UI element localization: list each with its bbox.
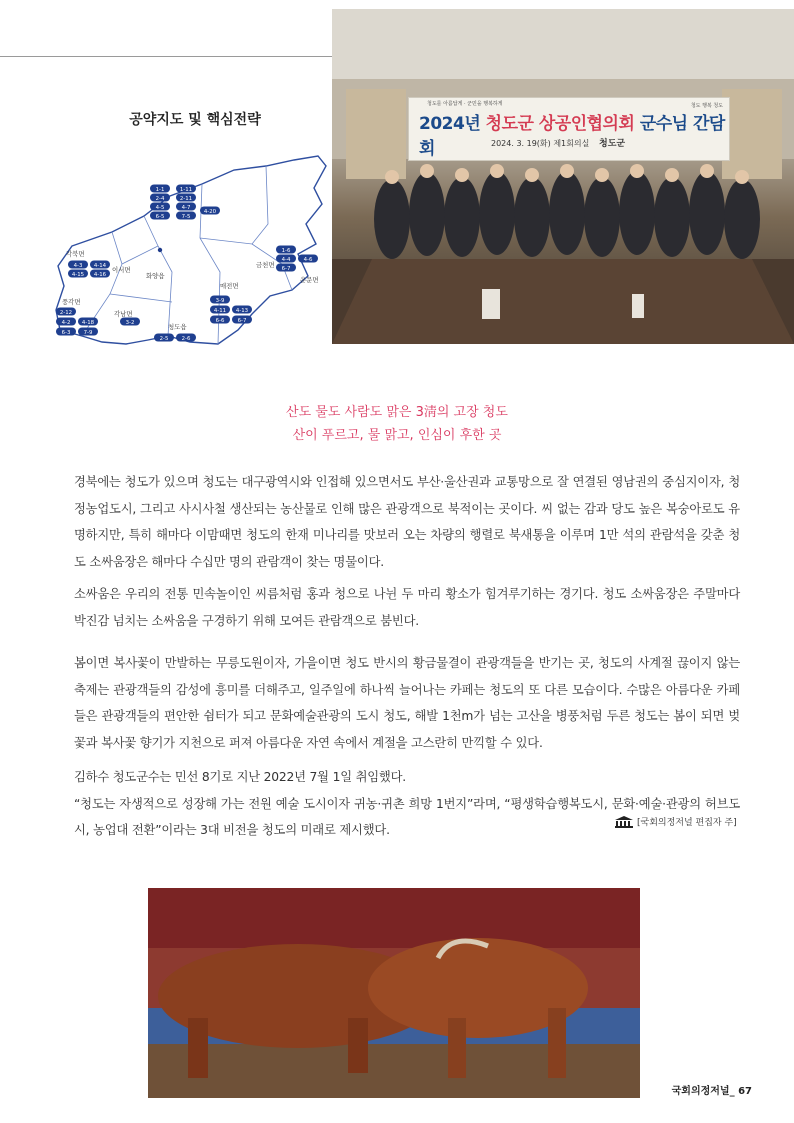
region-label: 각북면 — [66, 250, 85, 258]
map-badge-label: 4-2 — [61, 320, 71, 326]
headline-line-1: 산도 물도 사람도 맑은 3淸의 고장 청도 — [286, 405, 508, 420]
map-badge-label: 2-5 — [159, 336, 169, 342]
map-badge-label: 2-4 — [155, 196, 165, 202]
map-badge-label: 4-18 — [81, 320, 95, 326]
map-badge-label: 4-11 — [213, 308, 227, 314]
map-badge-label: 6-6 — [215, 318, 225, 324]
meeting-photo — [332, 9, 794, 344]
body-paragraph — [74, 764, 740, 844]
region-label: 이서면 — [112, 266, 131, 274]
map-badge-label: 1-6 — [281, 248, 291, 254]
paragraph-line: 김하수 청도군수는 민선 8기로 지난 2022년 7월 1일 취임했다. — [74, 770, 407, 784]
map-title: 공약지도 및 핵심전략 — [129, 112, 261, 128]
event-banner — [408, 97, 730, 161]
editor-credit: [국회의정저널 편집자 주] — [614, 815, 737, 828]
body-paragraph: 소싸움은 우리의 전통 민속놀이인 씨름처럼 홍과 청으로 나뉜 두 마리 황소가 힘겨루기하는 경기다. 청도 소싸움장은 주말마다 박진감 넘치는 소싸움을 구경하기 위해 모여든 관람객으로 붐빈다. — [74, 587, 740, 628]
map-badge-label: 6-5 — [155, 214, 165, 220]
map-badge-label: 6-7 — [281, 266, 291, 272]
page-footer: 국회의정저널_ 67 — [671, 1086, 752, 1097]
map-badge-label: 1-11 — [179, 187, 193, 193]
top-rule — [0, 56, 332, 57]
banner-title: 2024년 청도군 상공인협의회 군수님 간담회 — [419, 114, 725, 159]
map-badge-label: 3-2 — [125, 320, 135, 326]
map-badge-label: 6-3 — [61, 330, 71, 336]
region-label: 운문면 — [300, 276, 319, 284]
body-paragraph: 경북에는 청도가 있으며 청도는 대구광역시와 인접해 있으면서도 부산·울산권과 교통망으로 잘 연결된 영남권의 중심지이자, 청정농업도시, 그리고 사시사철 생산되는 농산물로 인해 많은 관광객으로 북적이는 곳이다. 씨 없는 감과 당도 높은 복숭아로도 유명하지만, 특히 해마다 이맘때면 청도의 한재 미나리를 맛보러 오는 차량의 행렬로 북새통을 이루며 1만 석의 관람석을 갖춘 청도 소싸움장은 해마다 수십만 명의 관람객이 찾는 명물이다. — [74, 475, 740, 569]
banner-date: 2024. 3. 19(화) 제1회의실 — [491, 139, 590, 148]
map-badge-label: 4-20 — [203, 209, 217, 215]
headline-line-2: 산이 푸르고, 물 맑고, 인심이 후한 곳 — [292, 428, 502, 443]
assembly-icon — [614, 816, 634, 828]
region-label: 화양읍 — [146, 272, 165, 280]
map-badge-label: 4-3 — [73, 263, 83, 269]
map-badge-label: 4-7 — [181, 205, 191, 211]
map-badge-label: 4-13 — [235, 308, 249, 314]
map-badge-label: 4-16 — [93, 272, 107, 278]
banner-logo: 청도군 — [599, 139, 626, 149]
map-badge-label: 7-9 — [83, 330, 93, 336]
region-label: 각남면 — [114, 310, 133, 318]
map-badge-label: 2-11 — [179, 196, 193, 202]
map-badge-label: 7-5 — [181, 214, 191, 220]
region-label: 금천면 — [256, 261, 275, 269]
map-badge-label: 2-12 — [59, 310, 73, 316]
pledge-map — [52, 154, 328, 346]
map-badge-label: 4-15 — [71, 272, 85, 278]
map-badge-label: 2-6 — [181, 336, 191, 342]
region-label: 매전면 — [220, 282, 239, 290]
body-paragraph: 봄이면 복사꽃이 만발하는 무릉도원이자, 가을이면 청도 반시의 황금물결이 관광객들을 반기는 곳, 청도의 사계절 끊이지 않는 축제는 관광객들의 감성에 흥미를 더해주고, 일주일에 하나씩 늘어나는 카페는 청도의 또 다른 모습이다. 수많은 아름다운 카페들은 관광객들의 편안한 쉼터가 되고 문화예술관광의 도시 청도, 해발 1천m가 넘는 고산을 병풍처럼 두른 청도는 봄이 되면 벚꽃과 복사꽃 향기가 지천으로 퍼져 아름다운 자연 속에서 계절을 고스란히 만끽할 수 있다. — [74, 656, 740, 750]
map-badge-label: 4-5 — [155, 205, 165, 211]
map-badge-label: 6-7 — [237, 318, 247, 324]
bullfight-photo — [148, 888, 640, 1098]
map-badge-label: 1-1 — [155, 187, 165, 193]
region-label: 청도읍 — [168, 323, 187, 331]
banner-brand: 청도 행복 청도 — [690, 103, 723, 109]
region-label: 풍각면 — [62, 298, 81, 306]
map-badge-label: 3-9 — [215, 298, 225, 304]
banner-slogan: 청도를 아름답게 · 군민을 행복하게 — [427, 101, 503, 107]
map-badge-label: 4-14 — [93, 263, 107, 269]
map-badge-label: 4-6 — [303, 257, 313, 263]
map-badge-label: 4-4 — [281, 257, 291, 263]
paragraph-line: “청도는 자생적으로 성장해 가는 전원 예술 도시이자 귀농·귀촌 희망 1번지”라며, “평생학습행복도시, 문화·예술·관광의 허브도시, 농업대 전환”이라는 3대 비전을 청도의 미래로 제시했다. — [74, 796, 740, 837]
